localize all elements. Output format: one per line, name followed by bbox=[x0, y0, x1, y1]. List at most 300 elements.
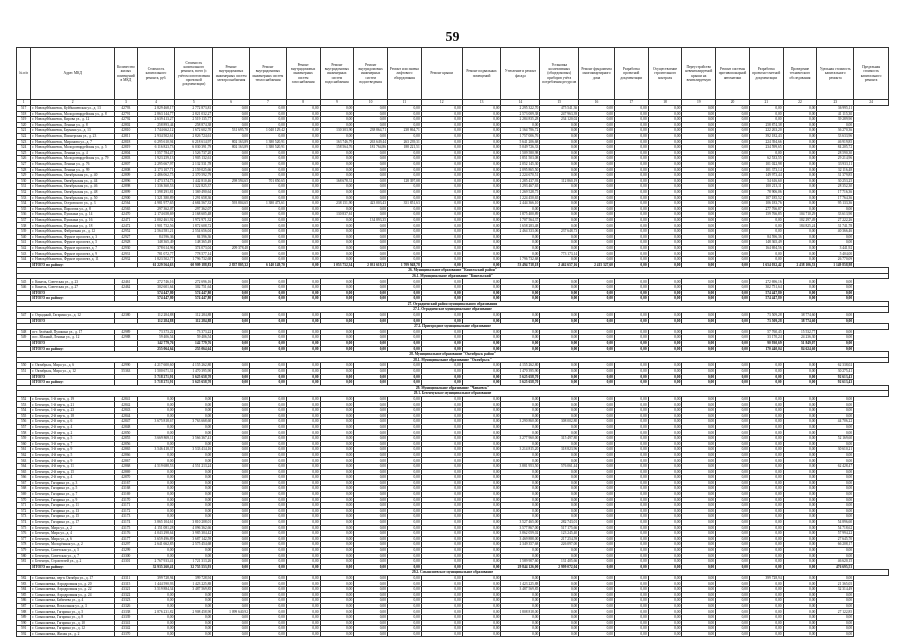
value-cell: 0,00 bbox=[682, 312, 716, 318]
value-cell: 0,00 bbox=[783, 559, 817, 565]
value-cell: 0,00 bbox=[540, 553, 579, 559]
value-cell: 32 935 260,41 bbox=[137, 564, 175, 570]
value-cell: 0,00 bbox=[682, 139, 716, 145]
value-cell: 0,00 bbox=[354, 497, 388, 503]
value-cell: 0,00 bbox=[250, 486, 287, 492]
value-cell: 0,00 bbox=[682, 603, 716, 609]
value-cell: 28 590,30 bbox=[817, 150, 854, 156]
value-cell: 5 718 271,91 bbox=[137, 380, 175, 386]
value-cell: 0,00 bbox=[320, 598, 354, 604]
value-cell: 0,00 bbox=[286, 609, 320, 615]
value-cell: 0,00 bbox=[250, 547, 287, 553]
value-cell: 0,00 bbox=[250, 603, 287, 609]
value-cell: 0,00 bbox=[579, 223, 615, 229]
value-cell: 0,00 bbox=[540, 380, 579, 386]
value-cell: 0,00 bbox=[579, 430, 615, 436]
value-cell: 0,00 bbox=[213, 408, 250, 414]
value-cell: 0,00 bbox=[388, 195, 422, 201]
value-cell: 0,00 bbox=[716, 514, 750, 520]
value-cell: 0,00 bbox=[462, 408, 501, 414]
value-cell: 0,00 bbox=[817, 598, 854, 604]
value-cell: 0,00 bbox=[682, 514, 716, 520]
value-cell: 0,00 bbox=[286, 195, 320, 201]
value-cell: 263 649,44 bbox=[354, 139, 388, 145]
value-cell: 0,00 bbox=[250, 340, 287, 346]
value-cell: 0,00 bbox=[320, 419, 354, 425]
value-cell: 0,00 bbox=[388, 525, 422, 531]
value-cell: 0,00 bbox=[286, 547, 320, 553]
value-cell: 0,00 bbox=[421, 396, 462, 402]
value-cell: 0,00 bbox=[682, 464, 716, 470]
value-cell: 61 229 564,63 bbox=[137, 262, 175, 268]
value-cell: 0,00 bbox=[354, 380, 388, 386]
value-cell: 0,00 bbox=[388, 430, 422, 436]
value-cell: 0,00 bbox=[250, 290, 287, 296]
value-cell: 0,00 bbox=[783, 413, 817, 419]
value-cell: 0,00 bbox=[501, 296, 540, 302]
value-cell: 0,00 bbox=[682, 497, 716, 503]
value-cell: 0,00 bbox=[579, 581, 615, 587]
value-cell: 0,00 bbox=[286, 340, 320, 346]
value-cell: 0,00 bbox=[540, 217, 579, 223]
value-cell: 1 380 520,91 bbox=[250, 139, 287, 145]
row-number-cell: 557 bbox=[17, 424, 31, 430]
value-cell: 0,00 bbox=[614, 212, 648, 218]
value-cell: 0,00 bbox=[286, 480, 320, 486]
value-cell: 0,00 bbox=[421, 296, 462, 302]
value-cell: 0,00 bbox=[286, 419, 320, 425]
value-cell: 2 767 933,41 bbox=[137, 559, 175, 565]
value-cell: 0,00 bbox=[137, 491, 175, 497]
value-cell: 0,00 bbox=[682, 106, 716, 112]
row-number-cell: 544 bbox=[17, 257, 31, 263]
value-cell: 0,00 bbox=[749, 508, 783, 514]
value-cell: 0,00 bbox=[388, 240, 422, 246]
value-cell: 0,00 bbox=[716, 329, 750, 335]
value-cell: 0,00 bbox=[250, 363, 287, 369]
value-cell: 0,00 bbox=[421, 335, 462, 341]
value-cell: 0,00 bbox=[388, 335, 422, 341]
value-cell: 0,00 bbox=[354, 223, 388, 229]
value-cell: 0,00 bbox=[579, 413, 615, 419]
value-cell: 0,00 bbox=[579, 519, 615, 525]
value-cell: 0,00 bbox=[648, 223, 682, 229]
value-cell: 62 533,55 bbox=[749, 156, 783, 162]
value-cell: 0,00 bbox=[648, 559, 682, 565]
value-cell: 0,00 bbox=[579, 234, 615, 240]
value-cell: 0,00 bbox=[682, 133, 716, 139]
value-cell: 0,00 bbox=[388, 245, 422, 251]
value-cell: 0,00 bbox=[421, 234, 462, 240]
value-cell: 237 648,73 bbox=[540, 229, 579, 235]
value-cell: 0,00 bbox=[175, 626, 213, 632]
column-number-cell: 19 bbox=[682, 100, 716, 106]
value-cell: 0,00 bbox=[320, 575, 354, 581]
value-cell: 0,00 bbox=[579, 587, 615, 593]
value-cell: 0,00 bbox=[320, 285, 354, 291]
value-cell: 0,00 bbox=[320, 150, 354, 156]
value-cell: 0,00 bbox=[648, 368, 682, 374]
value-cell: 0,00 bbox=[320, 156, 354, 162]
value-cell: 0,00 bbox=[501, 514, 540, 520]
value-cell: 0,00 bbox=[286, 464, 320, 470]
section-heading: 29.1. Безенчукское муниципальное образование bbox=[17, 391, 889, 397]
value-cell: 0,00 bbox=[213, 598, 250, 604]
header-cell: Ремонт внутридомовых инженерных систем газоснабжения bbox=[286, 48, 320, 100]
value-cell: 1 707 564,37 bbox=[501, 217, 540, 223]
value-cell: 0,00 bbox=[614, 217, 648, 223]
value-cell: 30 275,41 bbox=[817, 368, 854, 374]
quantity-cell: 42811 bbox=[115, 133, 137, 139]
header-cell: Утепление и ремонт фасада bbox=[501, 48, 540, 100]
value-cell: 0,00 bbox=[682, 128, 716, 134]
value-cell: 184 825,24 bbox=[783, 223, 817, 229]
value-cell: 0,00 bbox=[783, 519, 817, 525]
value-cell: 0,00 bbox=[421, 413, 462, 419]
value-cell: 0,00 bbox=[388, 609, 422, 615]
value-cell: 0,00 bbox=[783, 436, 817, 442]
quantity-cell: 42927 bbox=[115, 234, 137, 240]
value-cell: 131 405,66 bbox=[540, 559, 579, 565]
value-cell: 0,00 bbox=[388, 402, 422, 408]
value-cell: 0,00 bbox=[388, 374, 422, 380]
value-cell: 0,00 bbox=[540, 296, 579, 302]
value-cell: 0,00 bbox=[354, 559, 388, 565]
value-cell: 0,00 bbox=[286, 458, 320, 464]
value-cell: 0,00 bbox=[648, 139, 682, 145]
value-cell: 0,00 bbox=[614, 167, 648, 173]
value-cell: 0,00 bbox=[354, 615, 388, 621]
value-cell: 3 487 569,85 bbox=[175, 587, 213, 593]
value-cell: 112 284,88 bbox=[137, 318, 175, 324]
value-cell: 170 440,04 bbox=[749, 346, 783, 352]
value-cell: 0,00 bbox=[783, 285, 817, 291]
value-cell: 0,00 bbox=[286, 167, 320, 173]
value-cell: 0,00 bbox=[421, 150, 462, 156]
value-cell: 0,00 bbox=[614, 436, 648, 442]
value-cell: 0,00 bbox=[175, 491, 213, 497]
value-cell: 0,00 bbox=[421, 201, 462, 207]
value-cell: 0,00 bbox=[783, 531, 817, 537]
value-cell: 0,00 bbox=[320, 408, 354, 414]
row-number-cell: 517 bbox=[17, 106, 31, 112]
value-cell: 0,00 bbox=[682, 145, 716, 151]
value-cell: 0,00 bbox=[540, 290, 579, 296]
value-cell: 1 500 671,31 bbox=[137, 368, 175, 374]
value-cell: 1 470 395,90 bbox=[175, 368, 213, 374]
value-cell: 0,00 bbox=[749, 217, 783, 223]
value-cell: 0,00 bbox=[354, 122, 388, 128]
value-cell: 0,00 bbox=[462, 452, 501, 458]
value-cell: 4 217 600,60 bbox=[137, 363, 175, 369]
value-cell: 0,00 bbox=[354, 436, 388, 442]
value-cell: 0,00 bbox=[388, 603, 422, 609]
value-cell: 0,00 bbox=[614, 234, 648, 240]
quantity-cell: 42855 bbox=[115, 436, 137, 442]
value-cell: 0,00 bbox=[175, 503, 213, 509]
value-cell: 263 239,31 bbox=[388, 139, 422, 145]
column-number-cell: 24 bbox=[854, 100, 889, 106]
quantity-cell: 43322 bbox=[115, 592, 137, 598]
value-cell: 0,00 bbox=[682, 329, 716, 335]
value-cell: 44 706,22 bbox=[817, 419, 854, 425]
value-cell: 1 901 752,56 bbox=[137, 223, 175, 229]
value-cell: 0,00 bbox=[682, 279, 716, 285]
value-cell: 0,00 bbox=[501, 251, 540, 257]
value-cell: 0,00 bbox=[501, 508, 540, 514]
value-cell: 0,00 bbox=[817, 497, 854, 503]
header-cell: Удельная стоимость капитального ремонта bbox=[817, 48, 854, 100]
value-cell: 0,00 bbox=[421, 486, 462, 492]
value-cell: 0,00 bbox=[462, 318, 501, 324]
value-cell: 0,00 bbox=[579, 603, 615, 609]
row-number-cell: 527 bbox=[17, 161, 31, 167]
value-cell: 0,00 bbox=[462, 340, 501, 346]
value-cell: 1 823 502,77 bbox=[137, 257, 175, 263]
value-cell: 0,00 bbox=[320, 631, 354, 637]
address-cell: г. Отрадный, Гагарина ул., д. 12 bbox=[31, 312, 115, 318]
value-cell: 258 893,44 bbox=[137, 122, 175, 128]
value-cell: 1 322 825,37 bbox=[175, 184, 213, 190]
value-cell: 0,00 bbox=[250, 452, 287, 458]
value-cell: 0,00 bbox=[388, 575, 422, 581]
value-cell: 0,00 bbox=[354, 173, 388, 179]
value-cell: 0,00 bbox=[783, 363, 817, 369]
value-cell: 0,00 bbox=[462, 475, 501, 481]
quantity-cell: 42807 bbox=[115, 161, 137, 167]
value-cell: 0,00 bbox=[286, 603, 320, 609]
quantity-cell: 43323 bbox=[115, 598, 137, 604]
value-cell: 0,00 bbox=[614, 452, 648, 458]
value-cell: 0,00 bbox=[354, 514, 388, 520]
value-cell: 0,00 bbox=[614, 441, 648, 447]
value-cell: 0,00 bbox=[783, 296, 817, 302]
value-cell: 3 566 367,41 bbox=[175, 436, 213, 442]
value-cell: 0,00 bbox=[388, 587, 422, 593]
value-cell: 574 447,80 bbox=[137, 296, 175, 302]
value-cell: 0,00 bbox=[501, 206, 540, 212]
value-cell: 0,00 bbox=[320, 609, 354, 615]
quantity-cell: 43170 bbox=[115, 497, 137, 503]
value-cell: 0,00 bbox=[320, 503, 354, 509]
value-cell: 0,00 bbox=[137, 547, 175, 553]
value-cell: 0,00 bbox=[749, 419, 783, 425]
column-number-cell: 20 bbox=[716, 100, 750, 106]
value-cell: 0,00 bbox=[250, 441, 287, 447]
value-cell: 0,00 bbox=[501, 503, 540, 509]
row-number-cell: 533 bbox=[17, 195, 31, 201]
value-cell: 0,00 bbox=[250, 318, 287, 324]
value-cell: 0,00 bbox=[783, 598, 817, 604]
value-cell: 0,00 bbox=[421, 128, 462, 134]
value-cell: 475 541,36 bbox=[540, 106, 579, 112]
address-cell: г. Безенчук, Гагарина ул., д. 3 bbox=[31, 480, 115, 486]
value-cell: 2 052 145,30 bbox=[501, 161, 540, 167]
quantity-cell: 42899 bbox=[115, 189, 137, 195]
row-number-cell: 532 bbox=[17, 189, 31, 195]
address-cell: г. Безенчук, 3-й пер-к, д. 5 bbox=[31, 436, 115, 442]
row-number-cell: 541 bbox=[17, 240, 31, 246]
value-cell: 0,00 bbox=[501, 480, 540, 486]
value-cell: 0,00 bbox=[286, 581, 320, 587]
value-cell: 0,00 bbox=[137, 603, 175, 609]
quantity-cell: 42793 bbox=[115, 106, 137, 112]
value-cell: 0,00 bbox=[716, 161, 750, 167]
value-cell: 1 473 374,73 bbox=[137, 178, 175, 184]
value-cell: 0,00 bbox=[213, 133, 250, 139]
value-cell: 0,00 bbox=[682, 620, 716, 626]
value-cell: 0,00 bbox=[540, 615, 579, 621]
address-cell: г. Новокуйбышевск, Пушкина ул., д. 16 bbox=[31, 217, 115, 223]
value-cell: 0,00 bbox=[286, 553, 320, 559]
value-cell: 73 509,28 bbox=[749, 312, 783, 318]
value-cell: 0,00 bbox=[354, 525, 388, 531]
value-cell: 0,00 bbox=[783, 402, 817, 408]
value-cell: 2 639 413,27 bbox=[137, 117, 175, 123]
value-cell: 0,00 bbox=[388, 329, 422, 335]
value-cell: 0,00 bbox=[540, 514, 579, 520]
value-cell: 0,00 bbox=[501, 626, 540, 632]
value-cell: 0,00 bbox=[421, 178, 462, 184]
value-cell: 0,00 bbox=[421, 514, 462, 520]
value-cell: 4 551 213,24 bbox=[175, 464, 213, 470]
value-cell: 0,00 bbox=[648, 117, 682, 123]
value-cell: 0,00 bbox=[614, 475, 648, 481]
value-cell: 0,00 bbox=[213, 430, 250, 436]
value-cell: 0,00 bbox=[682, 559, 716, 565]
value-cell: 0,00 bbox=[749, 458, 783, 464]
value-cell: 0,00 bbox=[354, 161, 388, 167]
value-cell: 0,00 bbox=[421, 553, 462, 559]
value-cell: 3 527 465,00 bbox=[501, 519, 540, 525]
value-cell: 0,00 bbox=[250, 575, 287, 581]
value-cell: 0,00 bbox=[462, 542, 501, 548]
value-cell: 0,00 bbox=[783, 251, 817, 257]
value-cell: 0,00 bbox=[421, 229, 462, 235]
value-cell: 0,00 bbox=[213, 631, 250, 637]
value-cell: 0,00 bbox=[648, 631, 682, 637]
value-cell: 28 352,30 bbox=[817, 184, 854, 190]
value-cell: 142 779,76 bbox=[175, 340, 213, 346]
value-cell: 0,00 bbox=[682, 111, 716, 117]
value-cell: 0,00 bbox=[783, 206, 817, 212]
value-cell: 27 645,70 bbox=[817, 536, 854, 542]
value-cell: 0,00 bbox=[250, 620, 287, 626]
quantity-cell: 42848 bbox=[115, 424, 137, 430]
value-cell: 0,00 bbox=[175, 620, 213, 626]
value-cell: 0,00 bbox=[579, 592, 615, 598]
value-cell: 2 438 106,53 bbox=[783, 262, 817, 268]
value-cell: 0,00 bbox=[579, 318, 615, 324]
value-cell: 0,00 bbox=[783, 491, 817, 497]
value-cell: 0,00 bbox=[213, 335, 250, 341]
value-cell: 0,00 bbox=[421, 464, 462, 470]
value-cell: 238 864,71 bbox=[354, 128, 388, 134]
value-cell: 0,00 bbox=[614, 380, 648, 386]
value-cell: 0,00 bbox=[783, 189, 817, 195]
value-cell: 0,00 bbox=[716, 229, 750, 235]
value-cell: 92 613,43 bbox=[817, 380, 854, 386]
value-cell: 0,00 bbox=[501, 240, 540, 246]
row-number-cell: 536 bbox=[17, 212, 31, 218]
value-cell: 0,00 bbox=[648, 329, 682, 335]
value-cell: 5 049 726,33 bbox=[501, 145, 540, 151]
value-cell: 0,00 bbox=[614, 184, 648, 190]
value-cell: 5 404,00 bbox=[817, 251, 854, 257]
value-cell: 0,00 bbox=[783, 430, 817, 436]
value-cell: 0,00 bbox=[213, 452, 250, 458]
value-cell: 0,00 bbox=[213, 150, 250, 156]
value-cell: 0,00 bbox=[783, 145, 817, 151]
column-number-cell: 4 bbox=[137, 100, 175, 106]
value-cell: 0,00 bbox=[540, 458, 579, 464]
value-cell: 0,00 bbox=[682, 525, 716, 531]
value-cell: 0,00 bbox=[213, 603, 250, 609]
row-number-cell: 571 bbox=[17, 503, 31, 509]
value-cell: 0,00 bbox=[716, 609, 750, 615]
value-cell: 0,00 bbox=[540, 547, 579, 553]
value-cell: 0,00 bbox=[783, 458, 817, 464]
header-row bbox=[17, 48, 889, 100]
value-cell: 0,00 bbox=[320, 475, 354, 481]
value-cell: 181 764,86 bbox=[354, 145, 388, 151]
value-cell: 0,00 bbox=[682, 480, 716, 486]
value-cell: 0,00 bbox=[716, 184, 750, 190]
value-cell: 0,00 bbox=[388, 408, 422, 414]
value-cell: 5 625 658,70 bbox=[175, 374, 213, 380]
value-cell: 0,00 bbox=[716, 547, 750, 553]
value-cell: 0,00 bbox=[682, 234, 716, 240]
value-cell: 0,00 bbox=[579, 553, 615, 559]
value-cell: 0,00 bbox=[421, 519, 462, 525]
value-cell: 0,00 bbox=[388, 475, 422, 481]
value-cell: 0,00 bbox=[614, 195, 648, 201]
value-cell: 0,00 bbox=[682, 615, 716, 621]
value-cell: 0,00 bbox=[716, 475, 750, 481]
value-cell: 4 519 688,53 bbox=[137, 464, 175, 470]
value-cell: 3 985 304,42 bbox=[175, 531, 213, 537]
header-cell: Осуществление строительного контроля bbox=[648, 48, 682, 100]
value-cell: 0,00 bbox=[540, 329, 579, 335]
value-cell: 95 133,36 bbox=[817, 201, 854, 207]
value-cell: 0,00 bbox=[462, 262, 501, 268]
quantity-cell: 43171 bbox=[115, 503, 137, 509]
value-cell: 0,00 bbox=[501, 122, 540, 128]
address-cell: г. Смышляевка, Гагарина ул., д. 12 bbox=[31, 626, 115, 632]
value-cell: 0,00 bbox=[250, 475, 287, 481]
value-cell: 0,00 bbox=[783, 195, 817, 201]
value-cell: 0,00 bbox=[137, 508, 175, 514]
value-cell: 0,00 bbox=[175, 486, 213, 492]
value-cell: 0,00 bbox=[749, 626, 783, 632]
value-cell: 0,00 bbox=[354, 441, 388, 447]
address-cell: г. Безенчук, Строителей ул., д. 2 bbox=[31, 559, 115, 565]
value-cell: 73 509,28 bbox=[749, 318, 783, 324]
value-cell: 0,00 bbox=[354, 408, 388, 414]
value-cell: 0,00 bbox=[354, 318, 388, 324]
value-cell: 0,00 bbox=[421, 626, 462, 632]
quantity-cell: 42990 bbox=[115, 363, 137, 369]
value-cell: 0,00 bbox=[648, 290, 682, 296]
value-cell: 0,00 bbox=[614, 508, 648, 514]
value-cell: 0,00 bbox=[716, 469, 750, 475]
value-cell: 0,00 bbox=[354, 547, 388, 553]
value-cell: 0,00 bbox=[783, 592, 817, 598]
value-cell: 0,00 bbox=[716, 139, 750, 145]
value-cell: 0,00 bbox=[213, 195, 250, 201]
value-cell: 0,00 bbox=[648, 475, 682, 481]
value-cell: 0,00 bbox=[462, 436, 501, 442]
